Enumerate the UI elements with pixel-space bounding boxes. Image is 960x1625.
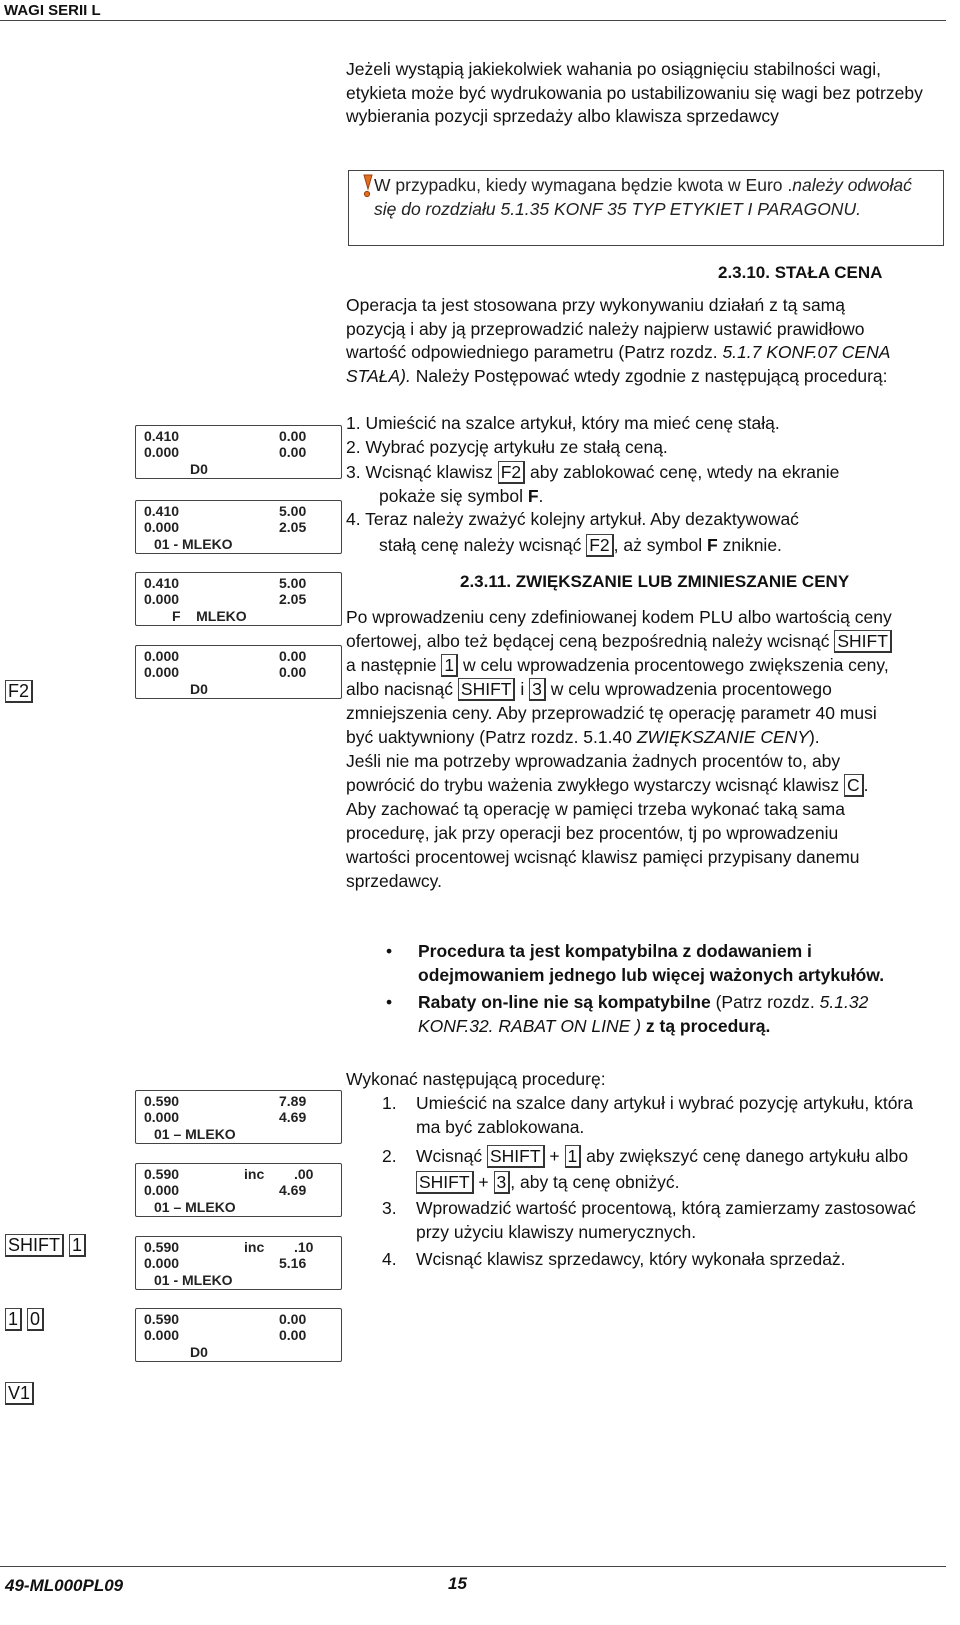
stala-cena-steps: [346, 412, 926, 557]
exclamation-icon: [360, 174, 374, 198]
section-title-zwiekszanie: 2.3.11. ZWIĘKSZANIE LUB ZMINIESZANIE CENY: [460, 572, 850, 591]
running-header: WAGI SERII L: [4, 2, 101, 19]
symbol-f-b: F: [707, 534, 718, 555]
note-text: [374, 174, 934, 221]
zwiekszanie-paragraph: Po wprowadzeniu ceny zdefiniowanej kodem PLU albo wartością ceny ofertowej, albo też będącej ceną bezpośrednią należy wcisnąć SHIFT a następnie 1 w celu wprowadzenia procentowego zwiększenia ceny, albo nacisnąć SHIFT i 3 w celu wprowadzenia procentowego zmniejszenia ceny. Aby przeprowadzić tę operację parametr 40 musi być uaktywniony (Patrz rozdz. 5.1.40 ZWIĘKSZANIE CENY). Jeśli nie ma potrzeby wprowadzania żadnych procentów to, aby powrócić do trybu ważenia zwykłego wystarczy wcisnąć klawisz C . Aby zachować tą operację w pamięci trzeba wykonać taką sama procedurę, jak przy operacji bez procentów, tj po wprowadzeniu wartości procentowej wcisnąć klawisz pamięci przypisany danemu sprzedawcy.: [346, 607, 892, 891]
lcd-display-6: 0.590 inc .00 0.000 4.69 01 – MLEKO: [135, 1163, 342, 1217]
step-2: 2. Wybrać pozycję artykułu ze stałą ceną.: [346, 436, 668, 457]
key-shift-3: SHIFT: [487, 1145, 545, 1168]
side-key-1-0: 1 0: [5, 1308, 44, 1331]
side-key-shift-1: SHIFT 1: [5, 1234, 86, 1257]
lcd-display-3: 0.410 5.00 0.000 2.05 F MLEKO: [135, 572, 342, 626]
step-4-cont: stałą cenę należy wcisnąć F2 , aż symbol F zniknie.: [379, 534, 782, 555]
lcd-display-4: 0.000 0.00 0.000 0.00 D0: [135, 645, 342, 699]
footer-code: 49-ML000PL09: [5, 1576, 124, 1595]
key-c: C: [844, 774, 864, 797]
side-key-f2: F2: [5, 680, 33, 703]
key-shift-4: SHIFT: [416, 1171, 474, 1194]
proc-step-4: 4. Wcisnąć klawisz sprzedawcy, który wykonała sprzedaż.: [382, 1249, 846, 1269]
stala-cena-ref: 5.1.7 KONF.07 CENA STAŁA).: [346, 342, 890, 386]
intro-paragraph: Jeżeli wystąpią jakiekolwiek wahania po osiągnięciu stabilności wagi, etykieta może być wydrukowania po ustabilizowaniu się wagi bez potrzeby wybierania pozycji sprzedaży albo klawisza sprzedawcy: [346, 59, 923, 126]
lcd-display-8: 0.590 0.00 0.000 0.00 D0: [135, 1308, 342, 1362]
proc-step-2: 2. Wcisnąć SHIFT + 1 aby zwiększyć cenę danego artykułu albo SHIFT + 3 , aby tą cenę obniżyć.: [382, 1146, 909, 1192]
lcd-display-2: 0.410 5.00 0.000 2.05 01 - MLEKO: [135, 500, 342, 554]
lcd-display-7: 0.590 inc .10 0.000 5.16 01 - MLEKO: [135, 1236, 342, 1290]
proc-step-3: 3. Wprowadzić wartość procentową, którą zamierzamy zastosować przy użyciu klawiszy numerycznych.: [382, 1198, 916, 1242]
section-title-stala-cena: 2.3.10. STAŁA CENA: [718, 263, 883, 282]
procedure-steps: [346, 1092, 916, 1272]
key-3: 3: [529, 678, 546, 701]
side-key-v1: V1: [5, 1382, 34, 1405]
return-paragraph: Jeśli nie ma potrzeby wprowadzania żadnych procentów to, aby powrócić do trybu ważenia zwykłego wystarczy wcisnąć klawisz: [346, 751, 841, 795]
memory-paragraph: Aby zachować tą operację w pamięci trzeba wykonać taką sama procedurę, jak przy operacji bez procentów, tj po wprowadzeniu wartości procentowej wcisnąć klawisz pamięci przypisany danemu sprzedawcy.: [346, 799, 860, 891]
stala-cena-p1-end: Należy Postępować wtedy zgodnie z następującą procedurą:: [410, 365, 888, 386]
note-text-plain: W przypadku, kiedy wymagana będzie kwota w Euro .: [374, 175, 793, 195]
header-rule: [0, 20, 946, 21]
key-f2: F2: [498, 461, 525, 484]
bullet-2: • Rabaty on-line nie są kompatybilne (Patrz rozdz. 5.1.32 KONF.32. RABAT ON LINE ) z tą procedurą.: [386, 992, 869, 1036]
footer-rule: [0, 1566, 946, 1567]
step-3: 3. Wcisnąć klawisz F2 aby zablokować cenę, wtedy na ekranie: [346, 462, 840, 482]
procedure-intro: Wykonać następującą procedurę:: [346, 1069, 606, 1089]
step-3-cont: pokaże się symbol F.: [379, 485, 544, 506]
note-text-italic: należy odwołać się do rozdziału 5.1.35 KONF 35 TYP ETYKIET I PARAGONU.: [374, 175, 912, 219]
bullet-1: • Procedura ta jest kompatybilna z dodawaniem i odejmowaniem jednego lub więcej ważonych artykułów.: [386, 941, 885, 985]
key-1-b: 1: [565, 1145, 582, 1168]
stala-cena-p1: Operacja ta jest stosowana przy wykonywaniu działań z tą samą pozycją i aby ją przeprowadzić należy najpierw ustawić prawidłowo wartość odpowiedniego parametru (Patrz rozdz.: [346, 295, 865, 362]
key-3-b: 3: [494, 1171, 511, 1194]
key-f2-b: F2: [586, 534, 613, 557]
step-4: 4. Teraz należy zważyć kolejny artykuł. Aby dezaktywować: [346, 509, 799, 529]
key-shift: SHIFT: [834, 630, 892, 653]
step-1: 1. Umieścić na szalce artykuł, który ma mieć cenę stałą.: [346, 413, 780, 433]
key-1: 1: [441, 654, 458, 677]
symbol-f: F: [527, 485, 539, 506]
key-shift-2: SHIFT: [458, 678, 516, 701]
page-number: 15: [448, 1574, 467, 1593]
compat-bullets: [386, 940, 906, 1038]
proc-step-1: 1. Umieścić na szalce dany artykuł i wybrać pozycję artykułu, która ma być zablokowana.: [382, 1093, 913, 1137]
stala-cena-paragraph: [346, 294, 906, 388]
lcd-display-1: 0.410 0.00 0.000 0.00 D0: [135, 425, 342, 479]
lcd-display-5: 0.590 7.89 0.000 4.69 01 – MLEKO: [135, 1090, 342, 1144]
